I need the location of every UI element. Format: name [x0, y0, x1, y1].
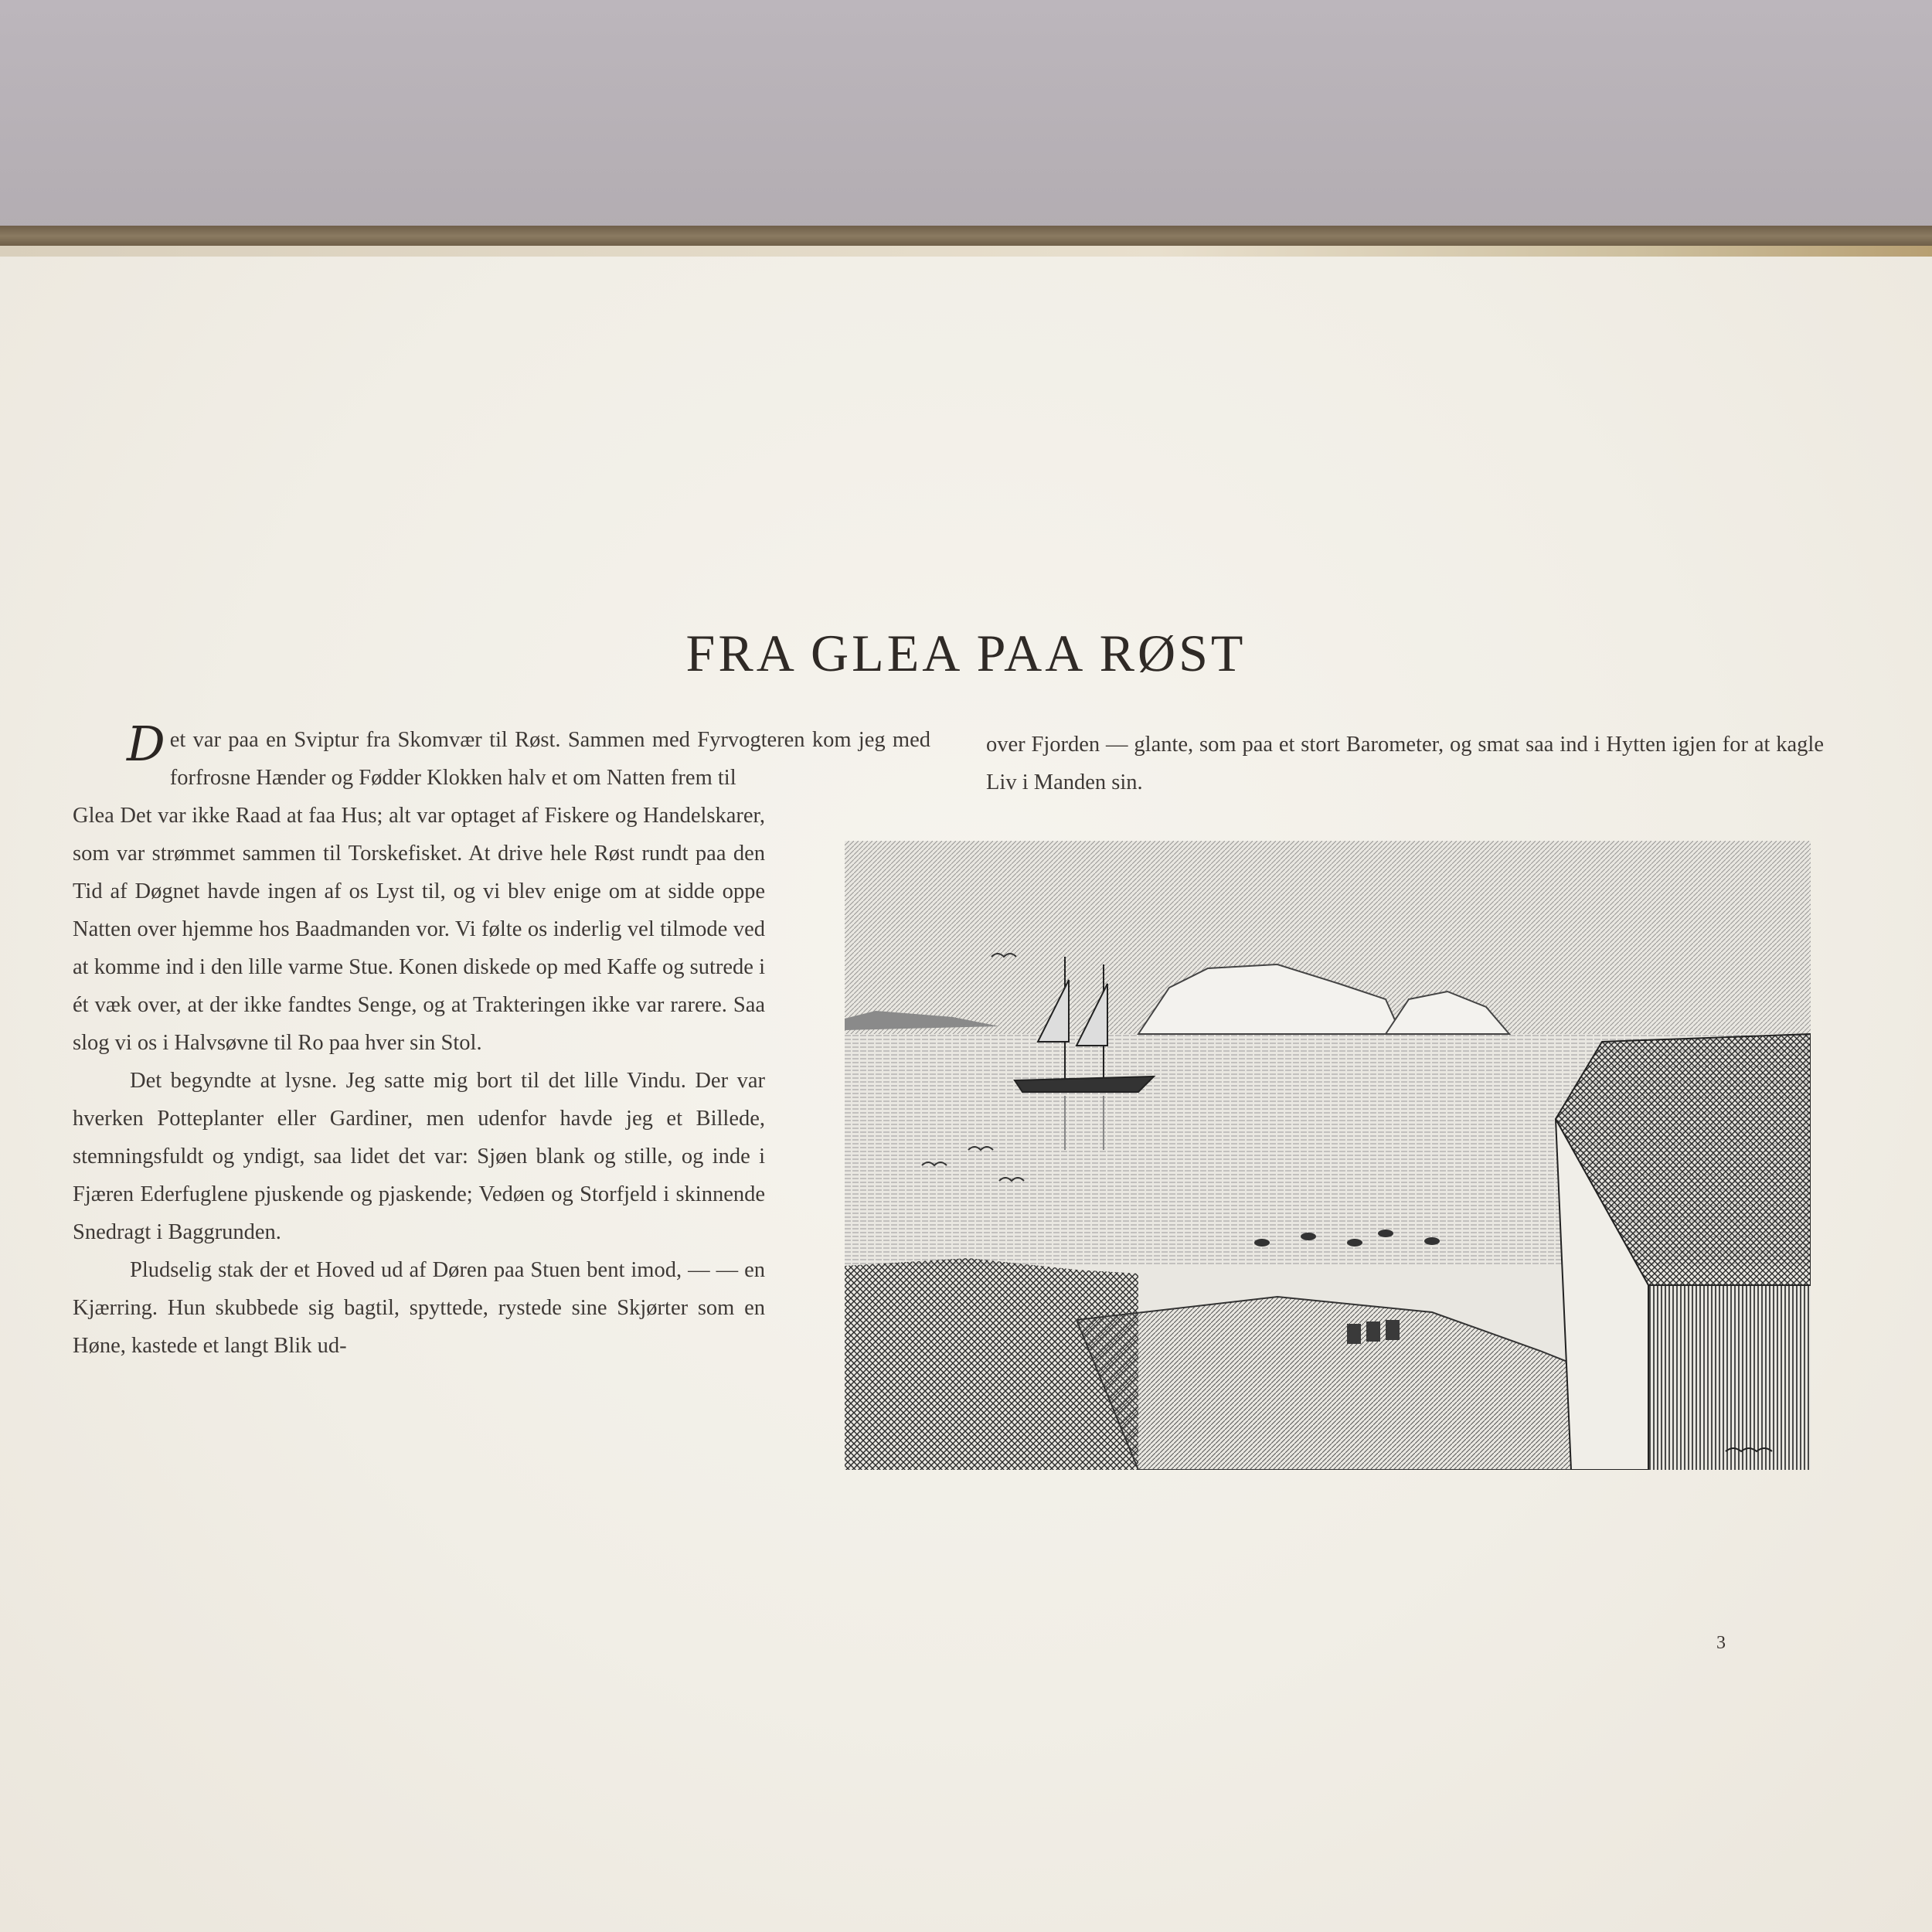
paragraph-3: Pludselig stak der et Hoved ud af Døren paa Stuen bent imod, — — en Kjærring. Hun skubbede sig bagtil, spyttede, rystede sine Skjørter som en Høne, kastede et langt Blik ud- [73, 1258, 765, 1358]
right-column-text: over Fjorden — glante, som paa et stort Barometer, og smat saa ind i Hytten igjen for at kagle Liv i Manden sin. [986, 733, 1824, 794]
background-wall [0, 0, 1932, 232]
paragraph-1: Glea Det var ikke Raad at faa Hus; alt var optaget af Fiskere og Handelskarer, som var strømmet sammen til Torskefisket. At drive hele Røst rundt paa den Tid af Døgnet havde ingen af os Lyst til, og vi blev enige om at sidde oppe Natten over hjemme hos Baadmanden vor. Vi følte os inderlig vel tilmode ved at komme ind i den lille varme Stue. Konen diskede op med Kaffe og sutrede i ét væk over, at der ikke fandtes Senge, og at Trakteringen ikke var rarere. Saa slog vi os i Halvsøvne til Ro paa hver sin Stol. [73, 804, 765, 1055]
page-number: 3 [1716, 1633, 1726, 1653]
opening-text: et var paa en Sviptur fra Skomvær til Røst. Sammen med Fyrvogteren kom jeg med forfrosne Hænder og Fødder Klokken halv et om Natten frem til [169, 728, 930, 790]
left-column [73, 797, 765, 1365]
drop-cap: D [127, 716, 165, 772]
engraving-icon [845, 841, 1811, 1470]
opening-lines [73, 716, 930, 797]
paragraph-2: Det begyndte at lysne. Jeg satte mig bort til det lille Vindu. Der var hverken Potteplanter eller Gardiner, men udenfor havde jeg et Billede, stemningsfuldt og yndigt, saa lidet det var: Sjøen blank og stille, og inde i Fjæren Ederfuglene pjuskende og pjaskende; Vedøen og Storfjeld i skinnende Snedragt i Baggrunden. [73, 1069, 765, 1244]
page-title: FRA GLEA PAA RØST [685, 624, 1247, 682]
house-wall [1648, 1285, 1811, 1470]
right-column [986, 726, 1824, 801]
